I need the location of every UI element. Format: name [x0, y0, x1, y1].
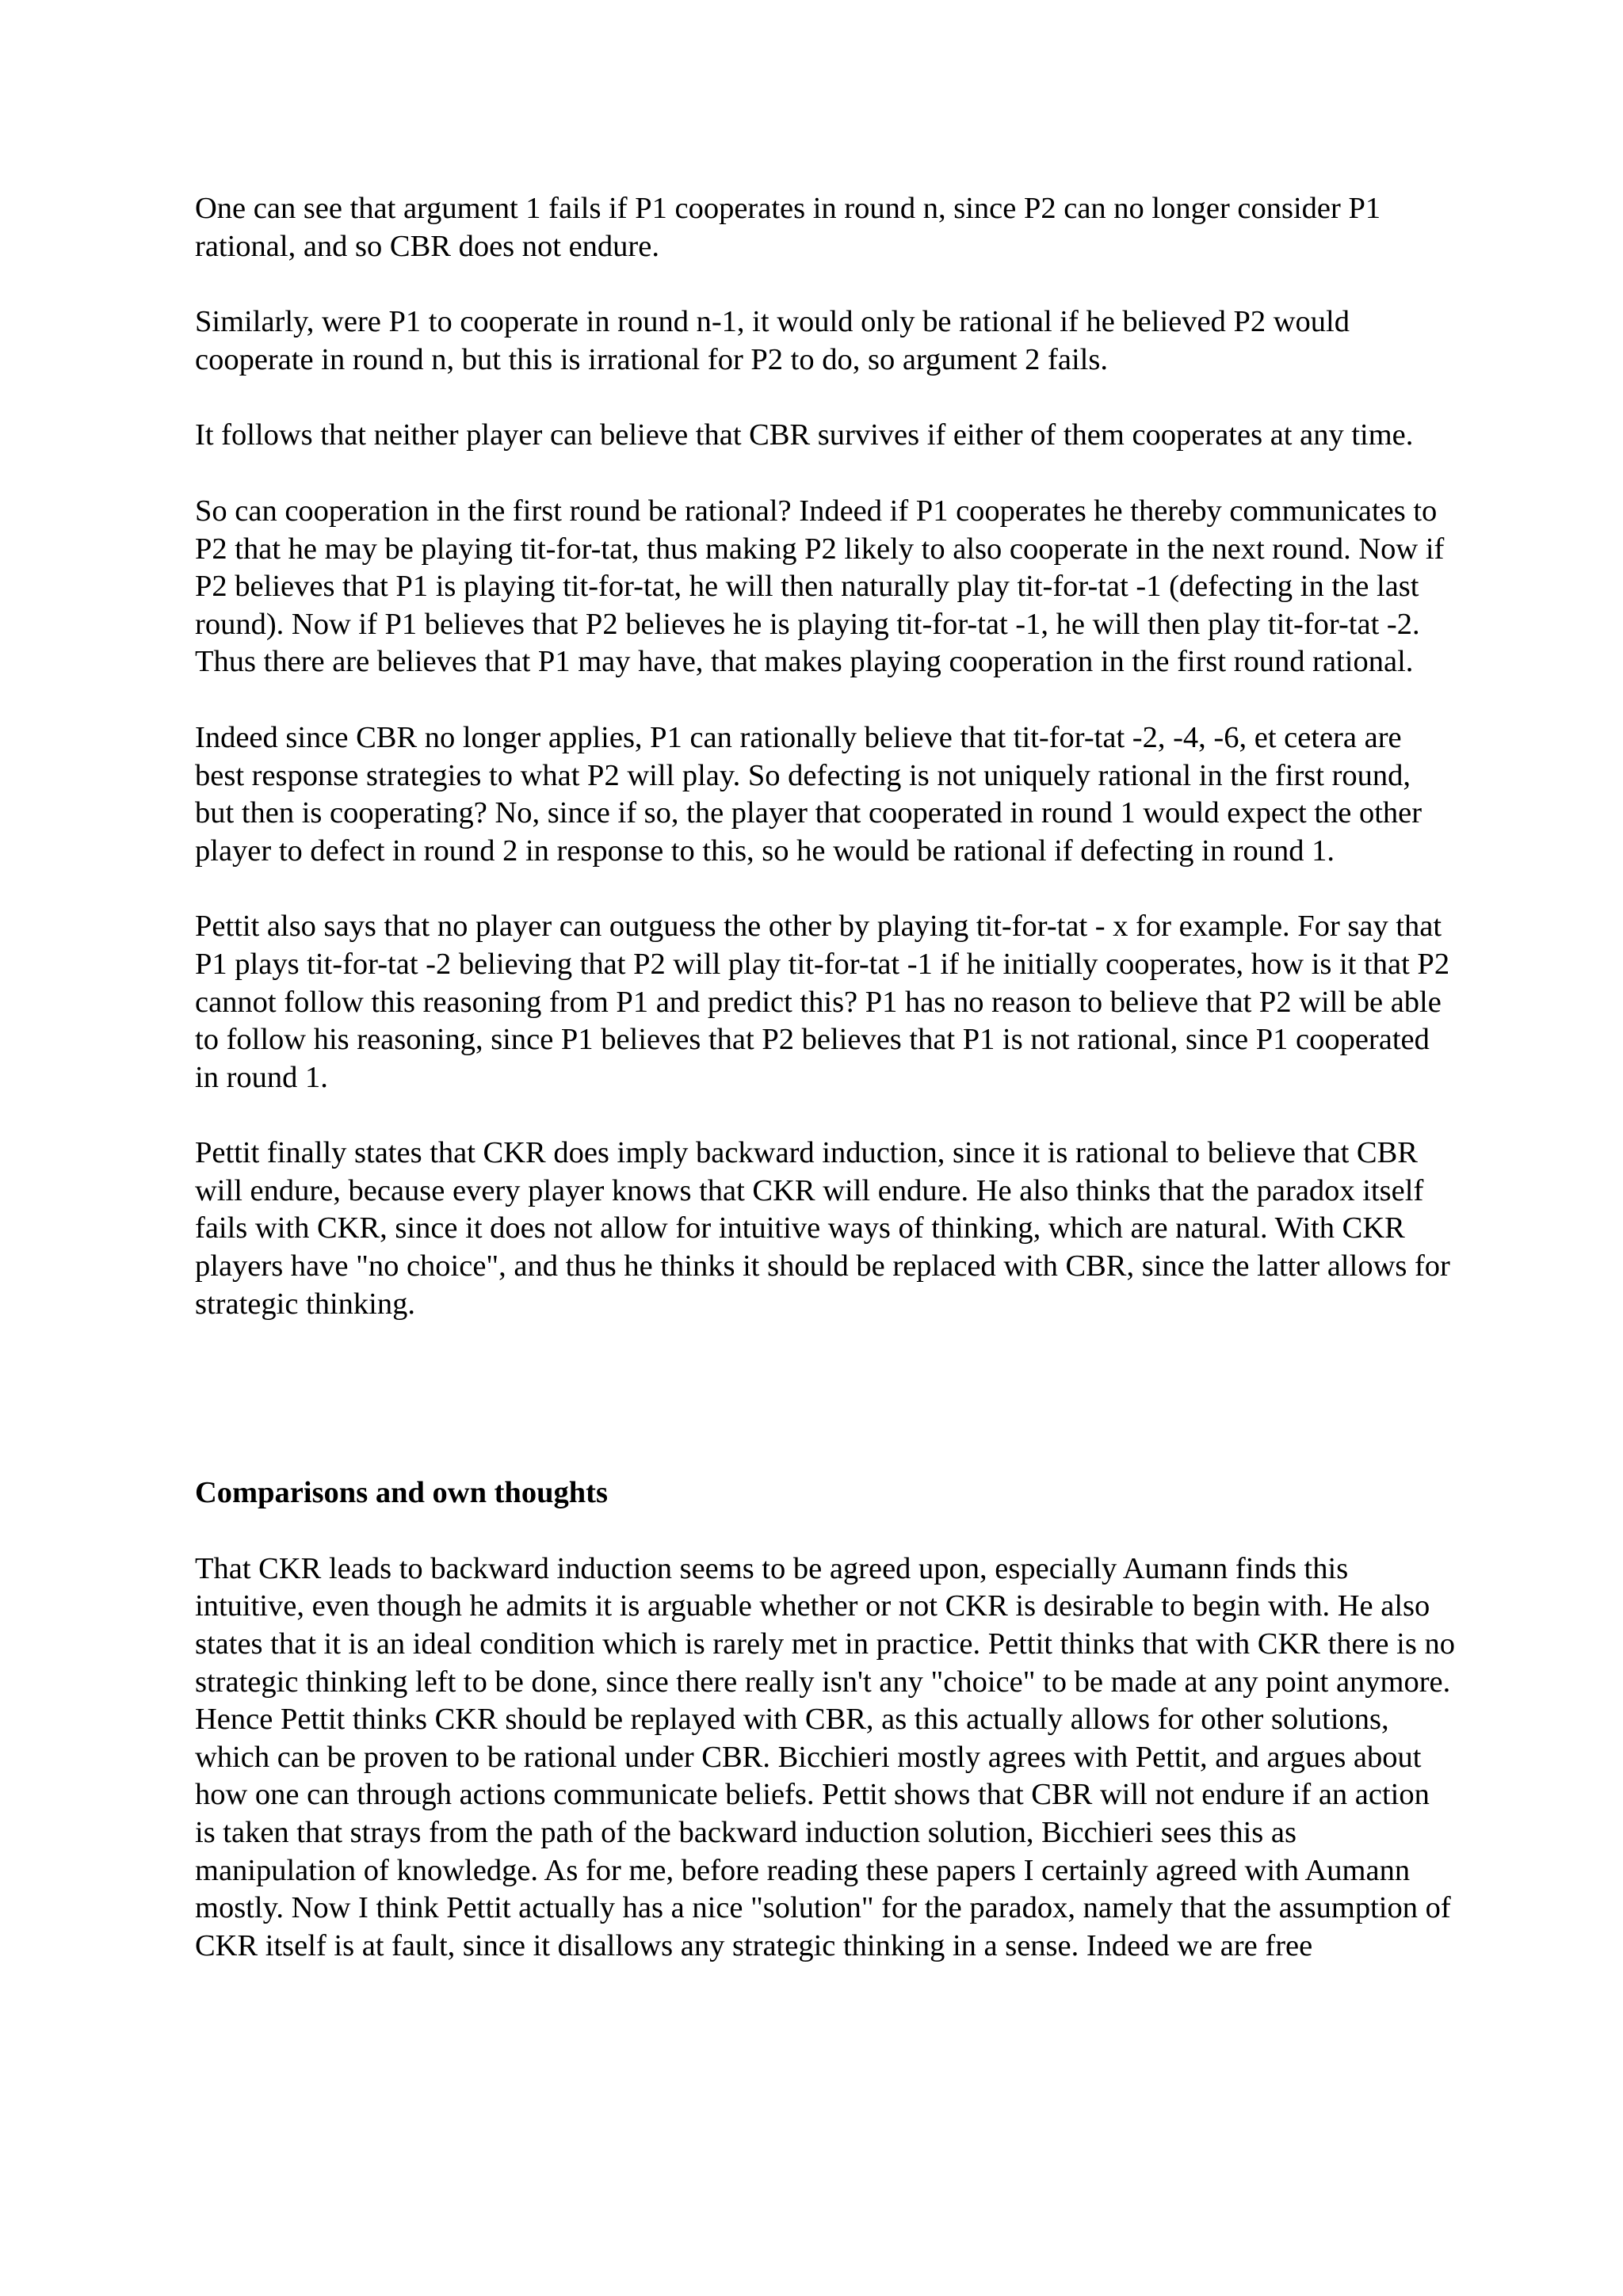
paragraph-first-round-cooperation: So can cooperation in the first round be rational? Indeed if P1 cooperates he thereby communicates to P2 that he may be playing tit-for-tat, thus making P2 likely to also cooperate in the next round. Now if P2 believes that P1 is playing tit-for-tat, he will then naturally play tit-for-tat -1 (defecting in the last round). Now if P1 believes that P2 believes he is playing tit-for-tat -1, he will then play tit-for-tat -2. Thus there are believes that P1 may have, that makes playing cooperation in the first round rational. — [195, 494, 1445, 679]
paragraph-cbr-survival: It follows that neither player can believe that CBR survives if either of them cooperates at any time. — [195, 418, 1414, 452]
section-heading: Comparisons and own thoughts — [195, 1476, 608, 1510]
paragraph-argument-1: One can see that argument 1 fails if P1 cooperates in round n, since P2 can no longer consider P1 rational, and so CBR does not endure. — [195, 192, 1381, 263]
paragraph-outguess: Pettit also says that no player can outguess the other by playing tit-for-tat - x for example. For say that P1 plays tit-for-tat -2 believing that P2 will play tit-for-tat -1 if he initially cooperates, how is it that P2 cannot follow this reasoning from P1 and predict this? P1 has no reason to believe that P2 will be able to follow his reasoning, since P1 believes that P2 believes that P1 is not rational, since P1 cooperated in round 1. — [195, 910, 1450, 1094]
paragraph-argument-2: Similarly, were P1 to cooperate in round n-1, it would only be rational if he believed P2 would cooperate in round n, but this is irrational for P2 to do, so argument 2 fails. — [195, 305, 1350, 376]
paragraph-pettit-conclusion: Pettit finally states that CKR does imply backward induction, since it is rational to believe that CBR will endure, because every player knows that CKR will endure. He also thinks that the paradox itself fails with CKR, since it does not allow for intuitive ways of thinking, which are natural. With CKR players have "no choice", and thus he thinks it should be replaced with CBR, since the latter allows for strategic thinking. — [195, 1136, 1450, 1321]
document-page — [195, 190, 1455, 2003]
section-spacer — [195, 1361, 1455, 1474]
paragraph-best-response: Indeed since CBR no longer applies, P1 can rationally believe that tit-for-tat -2, -4, -6, et cetera are best response strategies to what P2 will play. So defecting is not uniquely rational in the first round, but then is cooperating? No, since if so, the player that cooperated in round 1 would expect the other player to defect in round 2 in response to this, so he would be rational if defecting in round 1. — [195, 720, 1423, 868]
paragraph-comparisons: That CKR leads to backward induction seems to be agreed upon, especially Aumann finds this intuitive, even though he admits it is arguable whether or not CKR is desirable to begin with. He also states that it is an ideal condition which is rarely met in practice. Pettit thinks that with CKR there is no strategic thinking left to be done, since there really isn't any "choice" to be made at any point anymore. Hence Pettit thinks CKR should be replayed with CBR, as this actually allows for other solutions, which can be proven to be rational under CBR. Bicchieri mostly agrees with Pettit, and argues about how one can through actions communicate beliefs. Pettit shows that CBR will not endure if an action is taken that strays from the path of the backward induction solution, Bicchieri sees this as manipulation of knowledge. As for me, before reading these papers I certainly agreed with Aumann mostly. Now I think Pettit actually has a nice "solution" for the paradox, namely that the assumption of CKR itself is at fault, since it disallows any strategic thinking in a sense. Indeed we are free — [195, 1551, 1455, 1962]
